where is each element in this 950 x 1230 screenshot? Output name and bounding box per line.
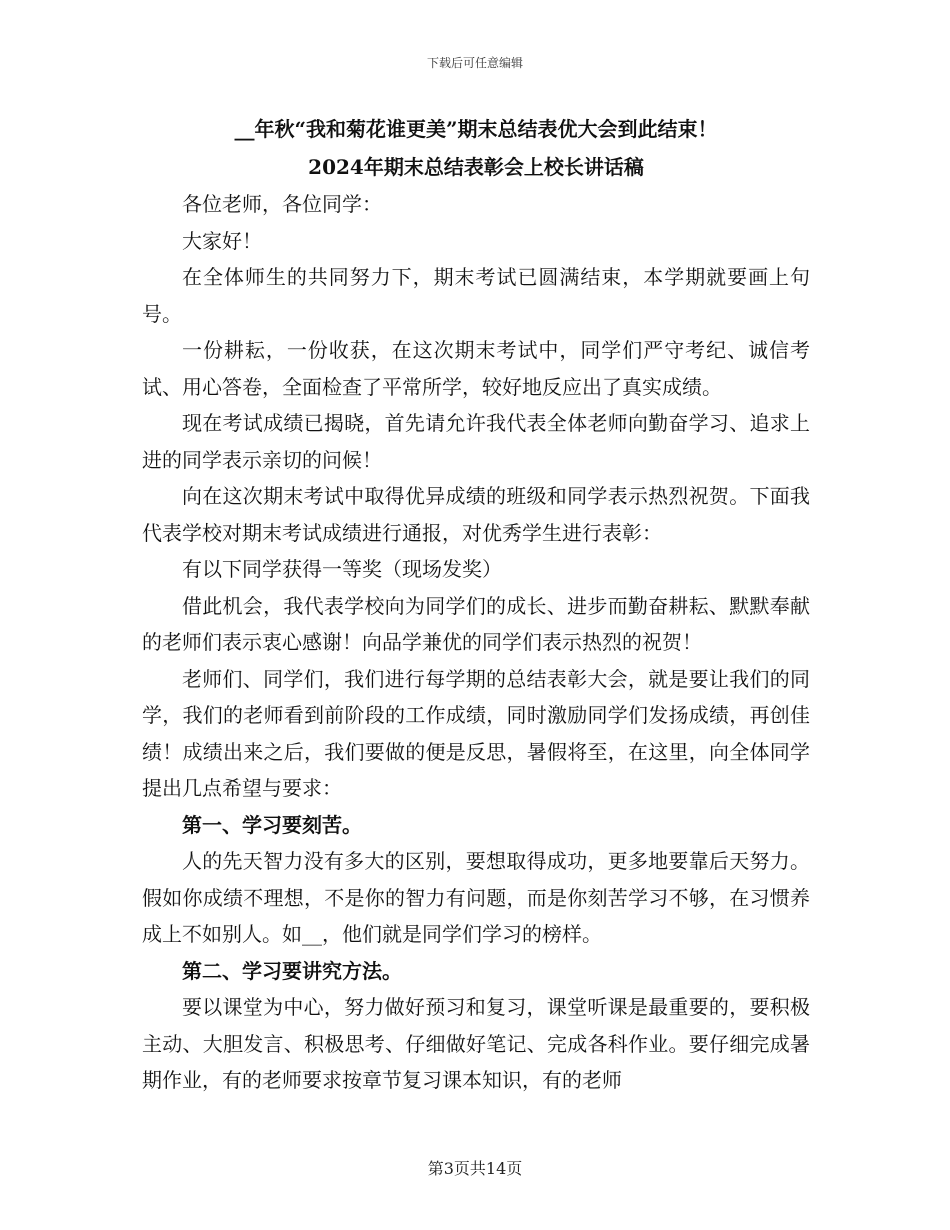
section-heading-study-hard: 第一、学习要刻苦。 xyxy=(182,812,362,837)
paragraph-greeting-addressee: 各位老师，各位同学： xyxy=(182,192,382,216)
paragraph-harvest: 一份耕耘，一份收获，在这次期末考试中，同学们严守考纪、诚信考试、用心答卷，全面检查了平常所学，较好地反应出了真实成绩。 xyxy=(142,338,810,399)
paragraph-results-announced: 现在考试成绩已揭晓，首先请允许我代表全体老师向勤奋学习、追求上进的同学表示亲切的问候！ xyxy=(142,411,810,472)
paragraph-study-hard: 人的先天智力没有多大的区别，要想取得成功，更多地要靠后天努力。假如你成绩不理想，不是你的智力有问题，而是你刻苦学习不够，在习惯养成上不如别人。如__，他们就是同学们学习的榜样。 xyxy=(142,849,810,946)
paragraph-study-method: 要以课堂为中心，努力做好预习和复习，课堂听课是最重要的，要积极主动、大胆发言、积极思考、仔细做好笔记、完成各科作业。要仔细完成暑期作业，有的老师要求按章节复习课本知识，有的老师 xyxy=(142,995,810,1092)
document-title-line-1: __年秋“我和菊花谁更美”期末总结表优大会到此结束！ xyxy=(234,117,718,141)
paragraph-greeting: 大家好！ xyxy=(182,228,262,253)
paragraph-congratulations: 向在这次期末考试中取得优异成绩的班级和同学表示热烈祝贺。下面我代表学校对期末考试成绩进行通报，对优秀学生进行表彰： xyxy=(142,484,810,545)
document-title-line-2: 2024年期末总结表彰会上校长讲话稿 xyxy=(308,155,644,179)
paragraph-thanks-teachers: 借此机会，我代表学校向为同学们的成长、进步而勤奋耕耘、默默奉献的老师们表示衷心感谢！向品学兼优的同学们表示热烈的祝贺！ xyxy=(142,593,810,654)
document-body xyxy=(142,110,810,1099)
paragraph-summary-purpose: 老师们、同学们，我们进行每学期的总结表彰大会，就是要让我们的同学，我们的老师看到前阶段的工作成绩，同时激励同学们发扬成绩，再创佳绩！成绩出来之后，我们要做的便是反思，暑假将至，在这里，向全体同学提出几点希望与要求： xyxy=(142,666,810,800)
paragraph-first-prize: 有以下同学获得一等奖（现场发奖） xyxy=(182,557,502,581)
page-number-footer: 第3页共14页 xyxy=(427,1159,523,1178)
page-header: 下载后可任意编辑 xyxy=(426,56,523,70)
section-heading-study-method: 第二、学习要讲究方法。 xyxy=(182,958,402,983)
paragraph-exam-finished: 在全体师生的共同努力下，期末考试已圆满结束，本学期就要画上句号。 xyxy=(142,265,810,326)
